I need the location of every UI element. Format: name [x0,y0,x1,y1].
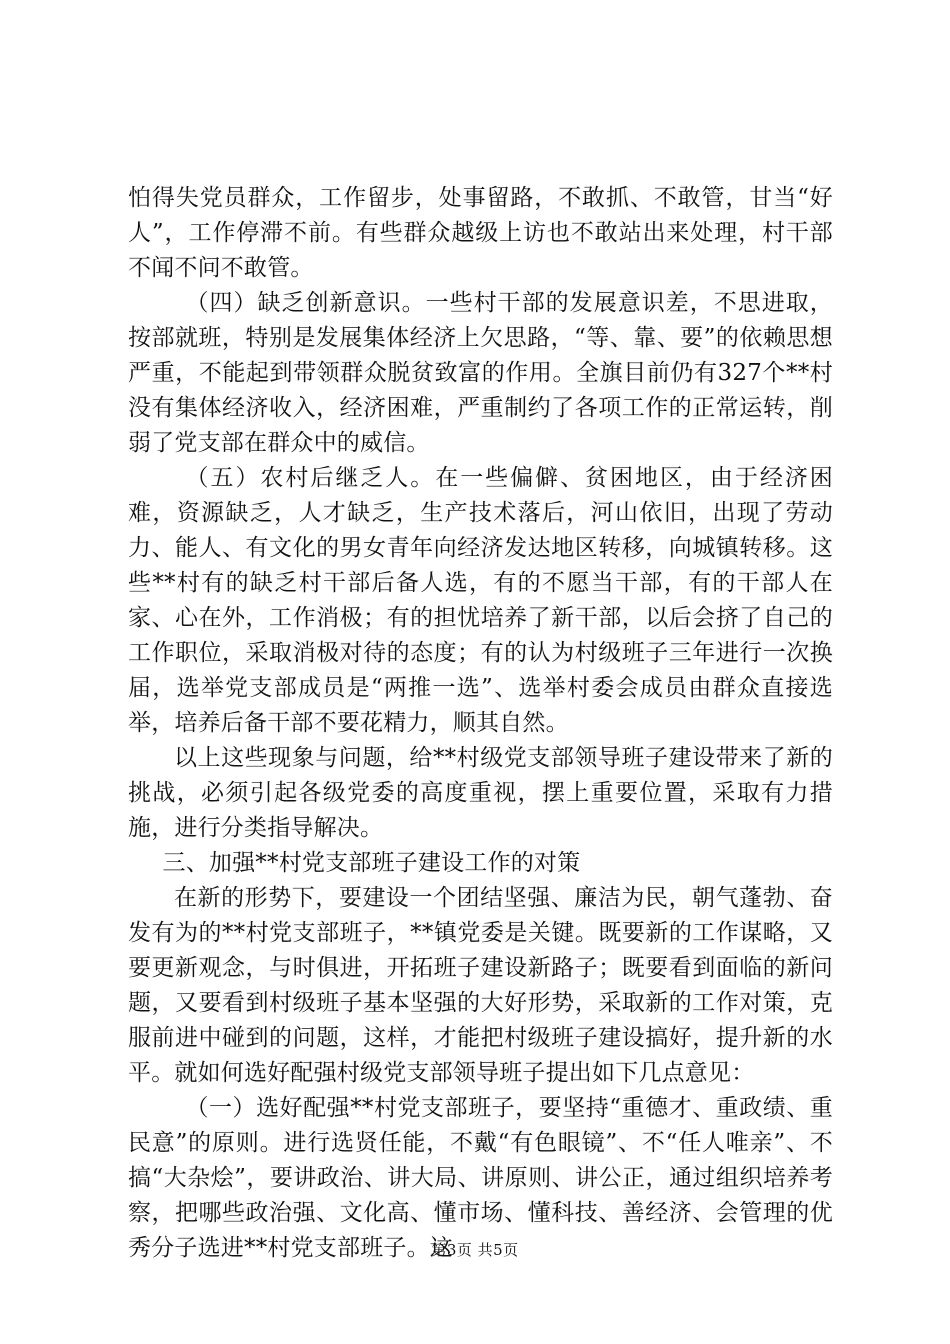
paragraph-new-situation: 在新的形势下，要建设一个团结坚强、廉洁为民，朝气蓬勃、奋发有为的**村党支部班子，**镇党委是关键。既要新的工作谋略，又要更新观念，与时俱进，开拓班子建设新路子；既要看到面临的新问题，又要看到村级班子基本坚强的大好形势，采取新的工作对策，克服前进中碰到的问题，这样，才能把村级班子建设搞好，提升新的水平。就如何选好配强村级党支部领导班子提出如下几点意见： [128,885,833,1086]
paragraph-section-five: （五）农村后继乏人。在一些偏僻、贫困地区，由于经济困难，资源缺乏，人才缺乏，生产技术落后，河山依旧，出现了劳动力、能人、有文化的男女青年向经济发达地区转移，向城镇转移。这些**村有的缺乏村干部后备人选，有的不愿当干部，有的干部人在家、心在外，工作消极；有的担忧培养了新干部，以后会挤了自己的工作职位，采取消极对待的态度；有的认为村级班子三年进行一次换届，选举党支部成员是“两推一选”、选举村委会成员由群众直接选举，培养后备干部不要花精力，顺其自然。 [128,465,833,736]
paragraph-continuation: 怕得失党员群众，工作留步，处事留路，不敢抓、不敢管，甘当“好人”，工作停滞不前。有些群众越级上访也不敢站出来处理，村干部不闻不问不敢管。 [128,185,833,281]
paragraph-summary: 以上这些现象与问题，给**村级党支部领导班子建设带来了新的挑战，必须引起各级党委的高度重视，摆上重要位置，采取有力措施，进行分类指导解决。 [128,745,833,841]
paragraph-section-four: （四）缺乏创新意识。一些村干部的发展意识差，不思进取，按部就班，特别是发展集体经济上欠思路，“等、靠、要”的依赖思想严重，不能起到带领群众脱贫致富的作用。全旗目前仍有327个**村没有集体经济收入，经济困难，严重制约了各项工作的正常运转，削弱了党支部在群众中的威信。 [128,290,833,456]
page-number-footer: 第3页 共5页 [431,1241,519,1259]
section-heading-three: 三、加强**村党支部班子建设工作的对策 [162,850,581,876]
document-body [128,181,833,1266]
paragraph-item-one: （一）选好配强**村党支部班子，要坚持“重德才、重政绩、重民意”的原则。进行选贤任能，不戴“有色眼镜”、不“任人唯亲”、不搞“大杂烩”，要讲政治、讲大局、讲原则、讲公正，通过组织培养考察，把哪些政治强、文化高、懂市场、懂科技、善经济、会管理的优秀分子选进**村党支部班子。这 [128,1095,833,1261]
